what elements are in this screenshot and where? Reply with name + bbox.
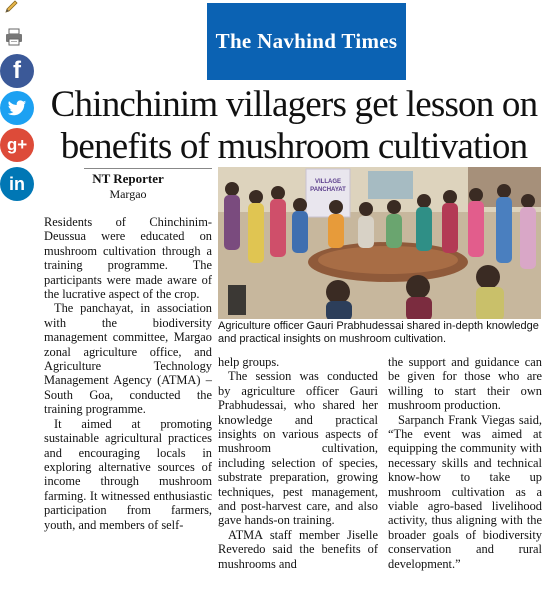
newspaper-masthead [207,3,406,80]
article-photo [218,167,541,319]
paragraph: Residents of Chinchinim-Deussua were educated on mushroom cultivation through a training programme. The participants were made aware of the lucrative aspect of the crop. [44,215,212,302]
photo-caption: Agriculture officer Gauri Prabhudessai shared in-depth knowledge and practical insights on mushroom cultivation. [218,320,539,345]
dateline-location: Margao [109,187,147,201]
paragraph: help groups. [218,355,280,369]
reporter-name: NT Reporter [92,171,164,186]
linkedin-icon: in [9,173,25,194]
paragraph: ATMA staff member Jiselle Reveredo said the benefits of mushrooms and [218,527,378,571]
masthead-title: The Navhind Times [215,29,398,53]
photo-banner-line-1: VILLAGE [314,179,342,185]
article-column-2 [218,355,378,571]
share-bar [0,0,36,200]
photo-banner-line-2: PANCHAYAT [310,187,346,193]
paragraph: The panchayat, in association with the biodiversity management committee, Margao zonal agriculture office, and Agriculture Technology Management Agency (ATMA) – South Goa, conducted the training programme. [44,301,212,417]
linkedin-share-button[interactable] [0,167,34,201]
article-column-1 [44,215,212,532]
paragraph: the support and guidance can be given for those who are willing to start their own mushroom production. [388,355,542,413]
paragraph: It aimed at promoting sustainable agricultural practices and encouraging locals in exploring alternative sources of income through mushroom farming. It witnessed enthusiastic participation from farmers, youth, and members of self- [44,416,212,532]
paragraph: The session was conducted by agriculture officer Gauri Prabhudessai, who shared her knowledge and practical insights on various aspects of mushroom cultivation, including selection of species, substrate preparation, growing techniques, pest management, and post-harvest care, and also gave hands-on training. [218,369,378,528]
byline [44,168,212,201]
facebook-icon: f [13,57,21,84]
facebook-share-button[interactable] [0,54,34,88]
training-session-photo [218,167,541,319]
pencil-icon[interactable] [4,0,20,14]
printer-icon[interactable] [4,27,24,47]
byline-rule [84,168,212,169]
twitter-share-button[interactable] [0,91,34,125]
googleplus-icon: g+ [6,135,28,154]
twitter-icon [7,100,27,117]
paragraph: Sarpanch Frank Viegas said, “The event was aimed at equipping the community with necessary skills and technical know-how to take up mushroom cultivation as a viable agro-based livelihood activity, thus aligning with the broader goals of biodiversity conservation and rural development.” [388,412,542,571]
article-column-3 [388,355,542,571]
googleplus-share-button[interactable] [0,128,34,162]
article-headline: Chinchinim villagers get lesson on benefits of mushroom cultivation [50,84,538,167]
